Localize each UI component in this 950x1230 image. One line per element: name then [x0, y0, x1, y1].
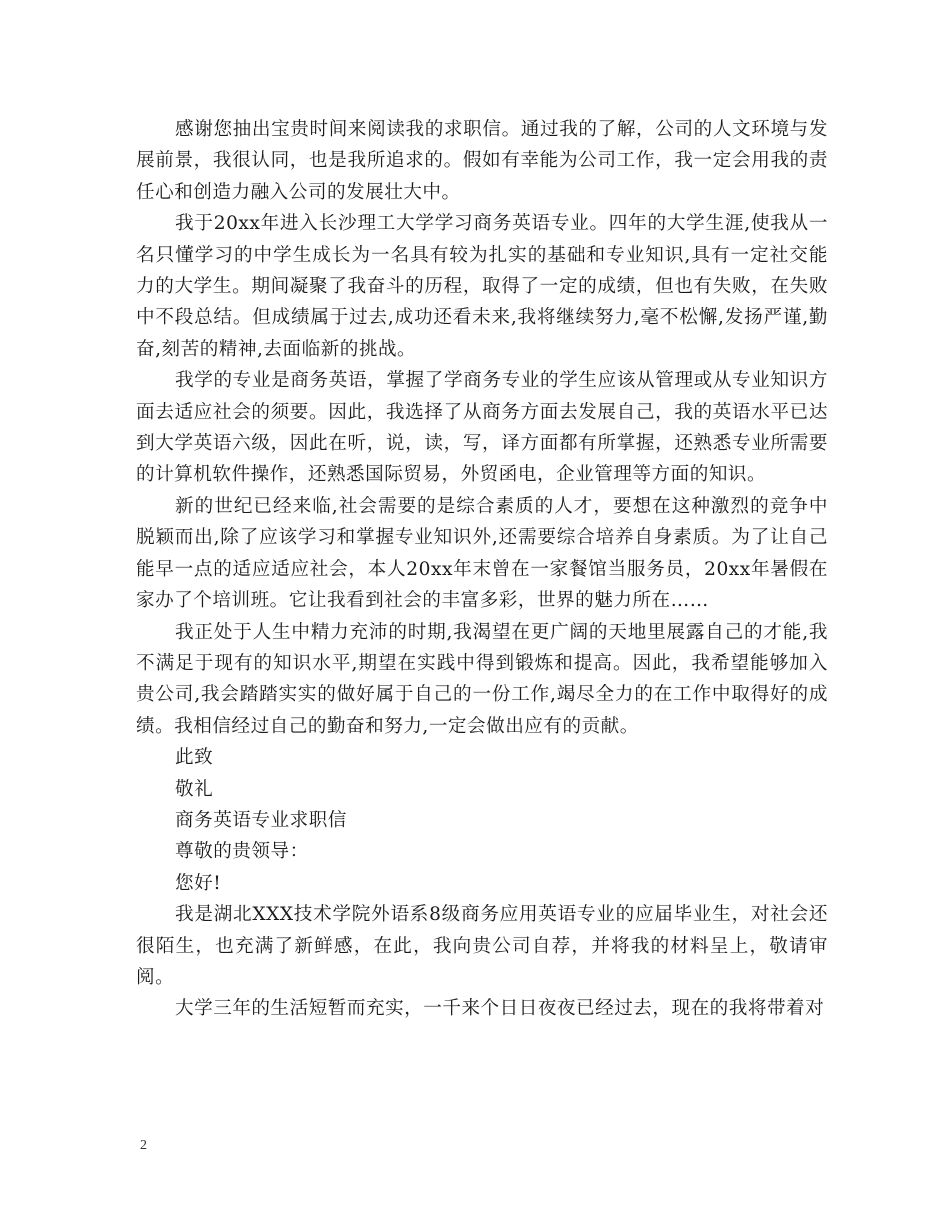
paragraph-college-life: 大学三年的生活短暂而充实，一千来个日日夜夜已经过去，现在的我将带着对: [175, 998, 825, 1020]
paragraph-major: 我学的专业是商务英语，掌握了学商务专业的学生应该从管理或从专业知识方面去适应社会的须要。因此，我选择了从商务方面去发展自己，我的英语水平已达到大学英语六级，因此在听，说，读，写，译方面都有所掌握，还熟悉专业所需要的计算机软件操作，还熟悉国际贸易，外贸函电，企业管理等方面的知识。: [136, 370, 828, 486]
document-body: [136, 114, 828, 1025]
paragraph-aspiration: 我正处于人生中精力充沛的时期,我渴望在更广阔的天地里展露自己的才能,我不满足于现有的知识水平,期望在实践中得到锻炼和提高。因此，我希望能够加入贵公司,我会踏踏实实的做好属于自己的一份工作,竭尽全力的在工作中取得好的成绩。我相信经过自己的勤奋和努力,一定会做出应有的贡献。: [136, 621, 828, 737]
salutation: 尊敬的贵领导：: [175, 841, 309, 863]
paragraph-intro: 我是湖北XXX技术学院外语系8级商务应用英语专业的应届毕业生，对社会还很陌生，也充满了新鲜感，在此，我向贵公司自荐，并将我的材料呈上，敬请审阅。: [136, 904, 828, 988]
paragraph-education: 我于20xx年进入长沙理工大学学习商务英语专业。四年的大学生涯,使我从一名只懂学习的中学生成长为一名具有较为扎实的基础和专业知识,具有一定社交能力的大学生。期间凝聚了我奋斗的历程，取得了一定的成绩，但也有失败，在失败中不段总结。但成绩属于过去,成功还看未来,我将继续努力,毫不松懈,发扬严谨,勤奋,刻苦的精神,去面临新的挑战。: [136, 213, 828, 360]
section-title: 商务英语专业求职信: [175, 809, 347, 831]
closing-jingli: 敬礼: [175, 778, 214, 800]
paragraph-century: 新的世纪已经来临,社会需要的是综合素质的人才，要想在这种激烈的竞争中脱颖而出,除了应该学习和掌握专业知识外,还需要综合培养自身素质。为了让自己能早一点的适应适应社会，本人20xx年末曾在一家餐馆当服务员，20xx年暑假在家办了个培训班。它让我看到社会的丰富多彩，世界的魅力所在……: [136, 495, 828, 612]
paragraph-thanks: 感谢您抽出宝贵时间来阅读我的求职信。通过我的了解，公司的人文环境与发展前景，我很认同，也是我所追求的。假如有幸能为公司工作，我一定会用我的责任心和创造力融入公司的发展壮大中。: [136, 119, 828, 203]
page-number: 2: [140, 1138, 147, 1153]
closing-cizhi: 此致: [175, 747, 214, 769]
greeting: 您好!: [175, 872, 222, 894]
